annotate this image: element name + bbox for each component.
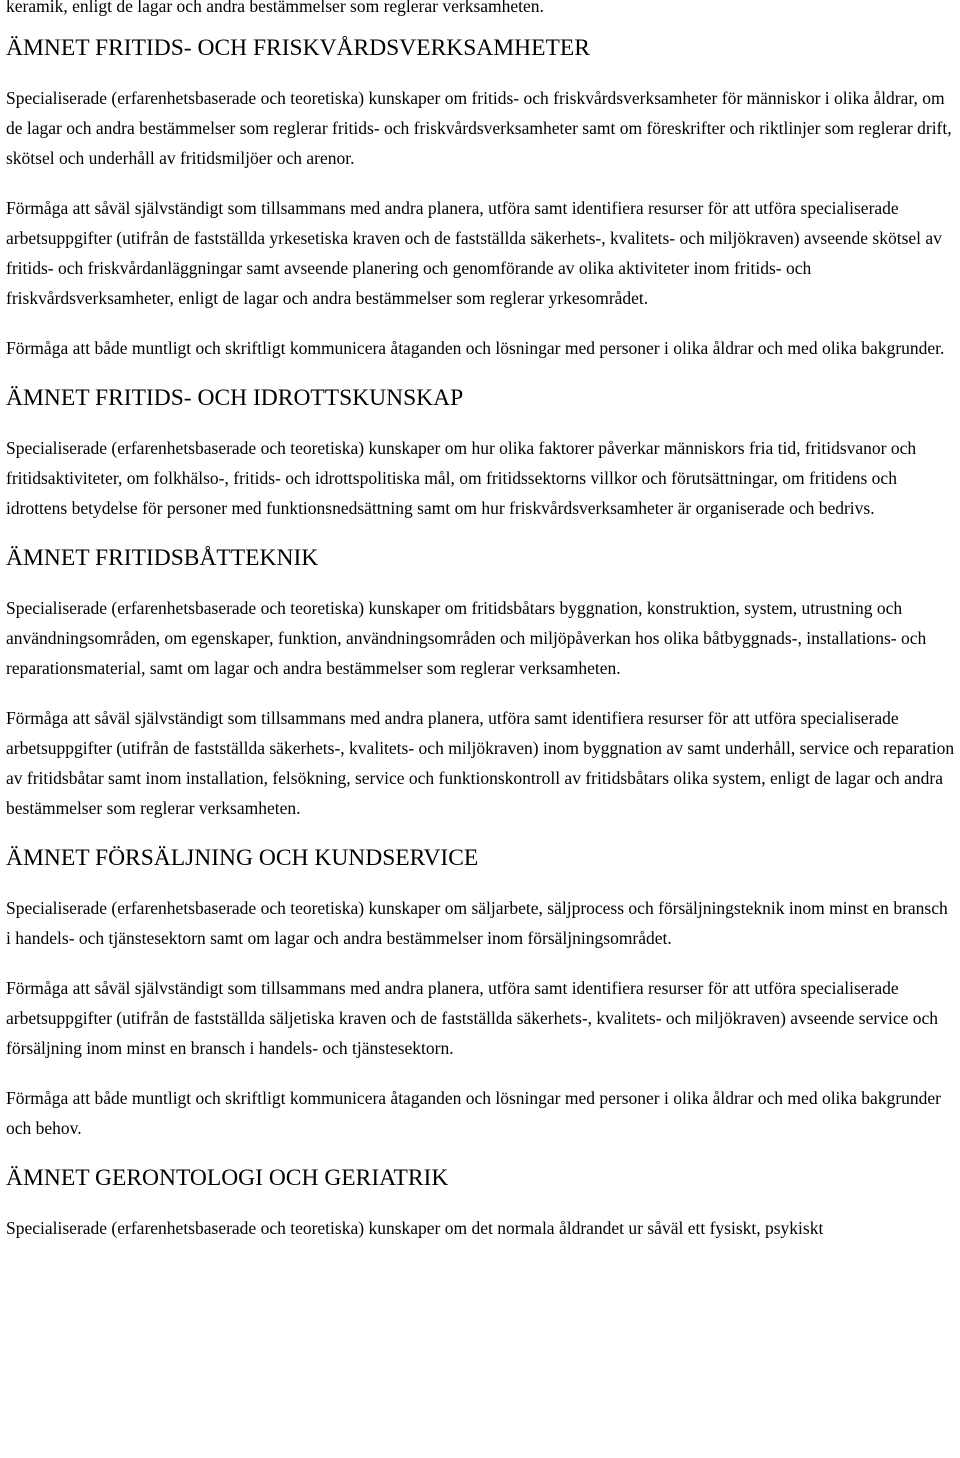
paragraph-communication: Förmåga att både muntligt och skriftligt kommunicera åtaganden och lösningar med personer i olika åldrar och med olika bakgrunder och behov. xyxy=(6,1088,941,1138)
section-heading: ÄMNET FÖRSÄLJNING OCH KUNDSERVICE xyxy=(6,845,479,871)
section-fritids-friskvard xyxy=(6,33,956,363)
section-heading: ÄMNET FRITIDSBÅTTEKNIK xyxy=(6,545,319,571)
paragraph-knowledge: Specialiserade (erfarenhetsbaserade och teoretiska) kunskaper om fritids- och friskvårdsverksamheter för människor i olika åldrar, om de lagar och andra bestämmelser som reglerar fritids- och friskvårdsverksamheter samt om föreskrifter och riktlinjer som reglerar drift, skötsel och underhåll av fritidsmiljöer och arenor. xyxy=(6,88,952,168)
section-fritids-idrott xyxy=(6,383,956,523)
paragraph-communication: Förmåga att både muntligt och skriftligt kommunicera åtaganden och lösningar med personer i olika åldrar och med olika bakgrunder. xyxy=(6,338,945,358)
document-page xyxy=(6,0,956,1263)
section-fritidsbatteknik xyxy=(6,543,956,823)
section-gerontologi-geriatrik xyxy=(6,1163,956,1243)
paragraph-ability: Förmåga att såväl självständigt som tillsammans med andra planera, utföra samt identifiera resurser för att utföra specialiserade arbetsuppgifter (utifrån de fastställda säkerhets-, kvalitets- och miljökraven) inom byggnation av samt underhåll, service och reparation av fritidsbåtar samt inom installation, felsökning, service och funktionskontroll av fritidsbåtars olika system, enligt de lagar och andra bestämmelser som reglerar verksamheten. xyxy=(6,708,955,818)
paragraph-knowledge: Specialiserade (erfarenhetsbaserade och teoretiska) kunskaper om säljarbete, säljprocess och försäljningsteknik inom minst en bransch i handels- och tjänstesektorn samt om lagar och andra bestämmelser inom försäljningsområdet. xyxy=(6,898,948,948)
section-forsaljning-kundservice xyxy=(6,843,956,1143)
section-heading: ÄMNET FRITIDS- OCH IDROTTSKUNSKAP xyxy=(6,385,464,411)
paragraph-knowledge: Specialiserade (erfarenhetsbaserade och teoretiska) kunskaper om det normala åldrandet ur såväl ett fysiskt, psykiskt xyxy=(6,1218,824,1238)
paragraph-knowledge: Specialiserade (erfarenhetsbaserade och teoretiska) kunskaper om fritidsbåtars byggnation, konstruktion, system, utrustning och användningsområden, om egenskaper, funktion, användningsområden och miljöpåverkan hos olika båtbyggnads-, installations- och reparationsmaterial, samt om lagar och andra bestämmelser som reglerar verksamheten. xyxy=(6,598,927,678)
paragraph-knowledge: Specialiserade (erfarenhetsbaserade och teoretiska) kunskaper om hur olika faktorer påverkar människors fria tid, fritidsvanor och fritidsaktiviteter, om folkhälso-, fritids- och idrottspolitiska mål, om fritidssektorns villkor och förutsättningar, om fritidens och idrottens betydelse för personer med funktionsnedsättning samt om hur friskvårdsverksamheter är organiserade och bedrivs. xyxy=(6,438,917,518)
paragraph-ability: Förmåga att såväl självständigt som tillsammans med andra planera, utföra samt identifiera resurser för att utföra specialiserade arbetsuppgifter (utifrån de fastställda yrkesetiska kraven och de fastställda säkerhets-, kvalitets- och miljökraven) avseende skötsel av fritids- och friskvårdanläggningar samt avseende planering och genomförande av olika aktiviteter inom fritids- och friskvårdsverksamheter, enligt de lagar och andra bestämmelser som reglerar yrkesområdet. xyxy=(6,198,942,308)
paragraph-ability: Förmåga att såväl självständigt som tillsammans med andra planera, utföra samt identifiera resurser för att utföra specialiserade arbetsuppgifter (utifrån de fastställda säljetiska kraven och de fastställda säkerhets-, kvalitets- och miljökraven) avseende service och försäljning inom minst en bransch i handels- och tjänstesektorn. xyxy=(6,978,939,1058)
section-heading: ÄMNET GERONTOLOGI OCH GERIATRIK xyxy=(6,1165,449,1191)
section-heading: ÄMNET FRITIDS- OCH FRISKVÅRDSVERKSAMHETER xyxy=(6,35,590,61)
lead-paragraph: keramik, enligt de lagar och andra bestämmelser som reglerar verksamheten. xyxy=(6,0,544,16)
